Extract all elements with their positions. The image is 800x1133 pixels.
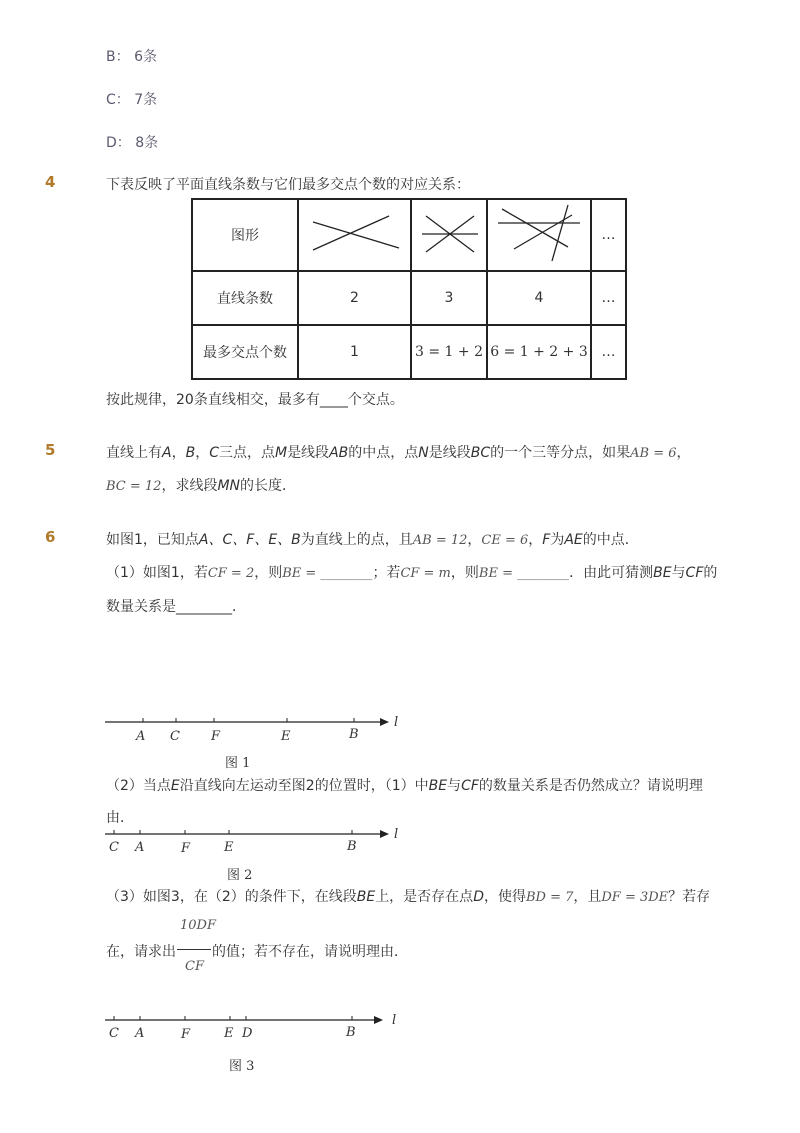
point-label-a: A xyxy=(135,840,145,855)
point-label-c: C xyxy=(109,1026,119,1041)
line-count-cell: … xyxy=(591,271,626,325)
text: （2）当点 xyxy=(106,778,171,794)
q6-part2-line-2: 由． xyxy=(106,810,134,826)
point-label-e: E xyxy=(224,840,234,855)
max-points-cell: 6 = 1 + 2 + 3 xyxy=(487,325,591,379)
question-number: 5 xyxy=(45,441,56,459)
segment-label: BE xyxy=(428,778,448,794)
text: ；若 xyxy=(372,565,401,581)
fraction-bar xyxy=(177,949,211,950)
equation: BD = 7 xyxy=(525,890,574,905)
point-label-b: B xyxy=(347,839,357,854)
equation: CE = 6 xyxy=(481,533,529,548)
line-count-cell: 3 xyxy=(411,271,487,325)
text: 的一个三等分点，如果 xyxy=(490,445,631,461)
option-c xyxy=(106,89,157,109)
point-label: N xyxy=(418,445,429,461)
option-letter: D： xyxy=(106,135,131,151)
text: 的中点，点 xyxy=(348,445,419,461)
line-label-l: l xyxy=(392,1013,397,1028)
segment-label: CF xyxy=(461,778,479,794)
point-label-f: F xyxy=(211,729,221,744)
q5-line-1 xyxy=(106,442,691,462)
figure-three-lines xyxy=(411,199,487,271)
point-list: A、C、F、E、B xyxy=(198,532,301,548)
text: ．由此可猜测 xyxy=(569,565,654,581)
text: 的长度． xyxy=(240,478,297,494)
equation: AB = 6 xyxy=(630,446,677,461)
text: ，则 xyxy=(254,565,283,581)
text: （3）如图3，在（2）的条件下，在线段 xyxy=(106,889,357,905)
point-label-b: B xyxy=(349,727,359,742)
point-label: M xyxy=(274,445,288,461)
option-b xyxy=(106,46,157,66)
line-label-l: l xyxy=(394,715,399,730)
intersection-table xyxy=(191,198,627,380)
two-lines-figure xyxy=(305,208,405,258)
equation: CF = m xyxy=(400,566,451,581)
point-label-a: A xyxy=(136,729,146,744)
text: 为 xyxy=(550,532,565,548)
question-number: 6 xyxy=(45,528,56,546)
segment-label: AB xyxy=(329,445,349,461)
row-label-max-points: 最多交点个数 xyxy=(192,325,298,379)
text: 沿直线向左运动至图2的位置时，（1）中 xyxy=(179,778,429,794)
text: 上，是否存在点 xyxy=(375,889,474,905)
four-lines-figure xyxy=(492,203,586,263)
text: ？若存 xyxy=(668,889,711,905)
segment-label: BE xyxy=(653,565,672,581)
text: 是线段 xyxy=(287,445,330,461)
text: 直线上有 xyxy=(106,445,162,461)
segment-label: MN xyxy=(217,478,241,494)
option-value: 6条 xyxy=(134,49,157,65)
text: 的中点． xyxy=(582,532,639,548)
line-count-cell: 2 xyxy=(298,271,411,325)
point-label: C xyxy=(209,445,219,461)
line-label-l: l xyxy=(394,827,399,842)
equation: BC = 12 xyxy=(106,479,162,494)
text: ， xyxy=(171,445,186,461)
q6-part2-line-1 xyxy=(106,775,703,795)
text: 三点，点 xyxy=(218,445,275,461)
text: 的 xyxy=(703,565,718,581)
point-label-f: F xyxy=(181,1027,191,1042)
point-label: B xyxy=(185,445,196,461)
text: ，使得 xyxy=(483,889,526,905)
text: 与 xyxy=(447,778,462,794)
q6-part3-line-1 xyxy=(106,886,710,906)
option-letter: C： xyxy=(106,92,130,108)
text: （1）如图1，若 xyxy=(106,565,208,581)
point-label: F xyxy=(542,532,551,548)
answer-blank: BE = ________ xyxy=(478,566,570,581)
text: ， xyxy=(676,445,691,461)
text: ， xyxy=(528,532,543,548)
figure-ellipsis: … xyxy=(591,199,626,271)
figure-1-number-line xyxy=(100,712,410,746)
line-count-cell: 4 xyxy=(487,271,591,325)
point-label-c: C xyxy=(109,840,119,855)
text: 与 xyxy=(671,565,686,581)
q4-conclusion: 按此规律，20条直线相交，最多有____个交点。 xyxy=(106,392,404,408)
q5-line-2 xyxy=(106,475,296,495)
figure-3-number-line xyxy=(100,1010,410,1044)
text: ，则 xyxy=(450,565,479,581)
point-label-d: D xyxy=(242,1026,253,1041)
max-points-cell: … xyxy=(591,325,626,379)
text: ， xyxy=(195,445,210,461)
point-label-b: B xyxy=(346,1025,356,1040)
fraction-numerator: 10DF xyxy=(180,918,216,933)
equation: CF = 2 xyxy=(207,566,255,581)
q6-part1-line-2: 数量关系是________． xyxy=(106,599,246,615)
text: 如图1，已知点 xyxy=(106,532,199,548)
q6-part3-line-2-end: 的值；若不存在，请说明理由． xyxy=(212,944,408,960)
point-label: E xyxy=(170,778,180,794)
three-lines-figure xyxy=(416,208,482,258)
figure-2-number-line xyxy=(100,824,410,858)
figure-3-caption: 图 3 xyxy=(229,1059,255,1074)
max-points-cell: 1 xyxy=(298,325,411,379)
segment-label: CF xyxy=(685,565,704,581)
equation: DF = 3DE xyxy=(601,890,669,905)
equation: AB = 12 xyxy=(412,533,468,548)
answer-blank: BE = ________ xyxy=(282,566,373,581)
q6-part1-line-1 xyxy=(106,562,717,582)
q6-part3-line-2-start: 在，请求出 xyxy=(106,944,176,960)
q4-intro: 下表反映了平面直线条数与它们最多交点个数的对应关系： xyxy=(106,177,470,193)
point-label: A xyxy=(162,445,172,461)
question-number: 4 xyxy=(45,173,56,191)
point-label-f: F xyxy=(181,841,191,856)
text: ， xyxy=(467,532,482,548)
q6-line-1 xyxy=(106,529,639,549)
segment-label: BC xyxy=(470,445,491,461)
text: 的数量关系是否仍然成立？请说明理 xyxy=(478,778,703,794)
figure-2-caption: 图 2 xyxy=(227,868,253,883)
option-d xyxy=(106,132,158,152)
text: ，求线段 xyxy=(161,478,218,494)
row-label-line-count: 直线条数 xyxy=(192,271,298,325)
max-points-cell: 3 = 1 + 2 xyxy=(411,325,487,379)
text: 为直线上的点，且 xyxy=(300,532,413,548)
point-label-c: C xyxy=(170,729,180,744)
option-value: 7条 xyxy=(134,92,158,108)
point-label: D xyxy=(473,889,484,905)
point-label-e: E xyxy=(281,729,291,744)
option-value: 8条 xyxy=(135,135,159,151)
text: 是线段 xyxy=(428,445,471,461)
text: ，且 xyxy=(573,889,602,905)
fraction-denominator: CF xyxy=(185,959,204,974)
segment-label: BE xyxy=(356,889,376,905)
row-label-figure: 图形 xyxy=(192,199,298,271)
figure-four-lines xyxy=(487,199,591,271)
figure-two-lines xyxy=(298,199,411,271)
option-letter: B： xyxy=(106,49,130,65)
segment-label: AE xyxy=(564,532,583,548)
figure-1-caption: 图 1 xyxy=(225,756,251,771)
point-label-a: A xyxy=(135,1026,145,1041)
point-label-e: E xyxy=(224,1026,234,1041)
